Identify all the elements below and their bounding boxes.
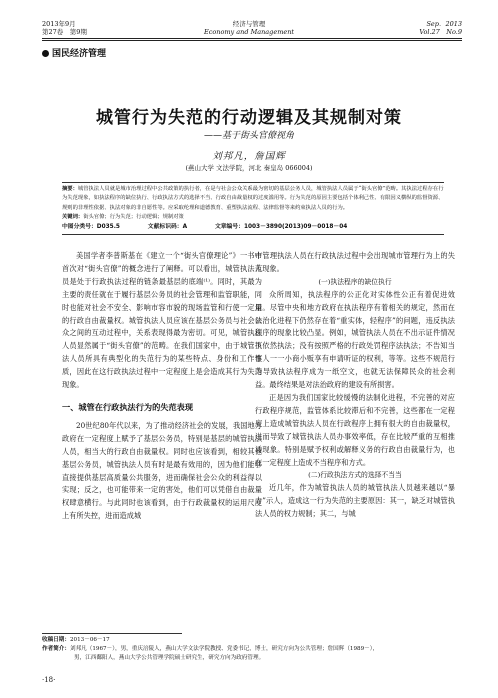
classification-line — [62, 223, 444, 232]
section1-paragraph: 20世纪80年代以来，为了推动经济社会的发展，我国地方政府在一定程度上赋予了基层公务员，特别是基层的城管执法人员，相当大的行政自由裁量权。同时也应该看到，相较其他基层公务员，城管执法人员有时是最有效用的，因为他们能够直接提供基层高质量公共服务，进而确保社会公众的利益得以实现；反之，也可能带来一定的害处，他们可以凭借自由裁量权肆意横行。与此同时也该看到，由于行政裁量权的运用尺度上有所失控，进而造成城 — [62, 420, 262, 521]
subsection-heading-1: (一)执法程序的缺位执行 — [318, 277, 392, 286]
keywords-label: 关键词： — [62, 214, 84, 221]
author-affiliation: (燕山大学 文法学院，河北 秦皇岛 066004) — [185, 164, 313, 172]
author-bio-1: 刘邦凡（1967－），男，重庆涪陵人，燕山大学文法学院教授、党委书记，博士，研究方向为公共管理；詹国辉（1989－）， — [69, 646, 379, 652]
journal-name-cn: 经济与管理 — [232, 20, 266, 28]
volume-issue-en: Vol.27 No.9 — [419, 28, 462, 36]
journal-name — [199, 20, 299, 36]
abstract-label: 摘要： — [62, 186, 78, 192]
footnote-rule — [42, 633, 182, 634]
subsection2-paragraph: 近几年，作为城管执法人员的城管执法人员越来越以“暴力”示人，造成这一行为失范的主要原因：其一，缺乏对城管执法人员的权力规制；其二，与城 — [255, 483, 455, 519]
received-date: 2013－06－17 — [69, 637, 110, 643]
author-bio-2: 男，江西鄱阳人，燕山大学公共管理学院硕士研究生，研究方向为政府管理。 — [74, 655, 265, 661]
article-title: 城管行为失范的行动逻辑及其规制对策 — [96, 108, 402, 128]
abstract-text — [62, 183, 444, 213]
clc-item — [62, 224, 120, 230]
page-number: ·18· — [42, 676, 56, 684]
abstract-bottom-rule — [62, 234, 444, 235]
clc-value: D035.5 — [96, 223, 120, 230]
article-number-value: 1003－3890(2013)09－0018－04 — [243, 223, 348, 230]
doc-code-value: A — [182, 223, 188, 230]
intro-paragraph: 美国学者李普斯基在《建立一个“街头官僚理论”》一书中首次对“街头官僚”的概念进行了阐释。可以看出，城管执法人员是处于行政执法过程的链条最基层的底端⁽¹⁾。同时，其最为主要的责任就在于履行基层公务员的社会管理和监管职能，同时也能对社会不安全、影响市容市貌的现场监管和行使一定量的行政自由裁量权。城管执法人员应该在基层公务员与社会公众之间的互动过程中，关系表现得最为密切。可见，城管执法人员显然属于“街头官僚”的范畴。在我们国家中，由于城管执法人员所具有典型化的失范行为的某些特点、身份和工作性质，因此在这行政执法过程中一定程度上是会造成其行为失范现象。 — [62, 251, 262, 390]
footnote-block — [42, 636, 462, 663]
author-names: 刘邦凡，詹国辉 — [212, 151, 286, 162]
doc-code-item — [148, 224, 187, 230]
volume-issue: 第27卷 第9期 — [42, 28, 87, 36]
subsection1-paragraph-b: 正是因为我们国家比较缓慢的法制化进程，不完善的对应行政程序规范，监管体系比较滞后和不完善，这些都在一定程度上造成城管执法人员在行政程序上拥有很大的自由裁量权，进而导致了城管执法人员办事效率低，存在比较严重的互相推诿现象。特别是赋予权利或解释义务的行政自由裁量行为，也在一定程度上造成不当程序和方式。 — [255, 392, 455, 467]
article-number-label: 文章编号： — [214, 223, 244, 230]
subsection1-paragraph-a: 众所周知，执法程序的公正化对实体性公正有着促进效用。尽管中央和地方政府在执法程序有着相关的规定，然而在法治化进程下仍然存在着“重实体，轻程序”的问题，违反执法程序的现象比较凸显。例如，城管执法人员在不出示证件情况下依然执法；没有按照严格的行政处罚程序法执法；不告知当事人一一小商小贩享有申请听证的权利，等等。这些不规范行为导致执法程序成为一纸空文，也就无法保障民众的社会利益。最终结果是对法治政府的建设有所损害。 — [255, 289, 455, 390]
section-tag-label: 国民经济管理 — [52, 49, 107, 59]
journal-issue-info-en — [362, 20, 462, 36]
subsection-heading-2: (二)行政执法方式的选择不当当 — [308, 471, 402, 480]
body-right-column — [255, 250, 455, 521]
abstract-body: 城管执法人员就是城市治理过程中公共政策的执行者，在是与社会公众关系最为密切的基层公务人员，城管执法人员属于“街头官僚”范畴。其执法过程存在行为失范现象，如执法程序的缺位执行、行政执法方式的选择不当、行政自由裁量权的过度滥用等。行为失范的原因主要包括个体利己性、有限因义横纵的监督资源、规则的非理性依据、执法对象的非自愿性等。应采取纶理和道德教育、重塑执法流程、法律监督等来约束执法人员的行为。 — [62, 186, 444, 211]
author-bio-label: 作者简介： — [42, 646, 70, 652]
issue-date-en: Sep．2013 — [426, 20, 462, 28]
section-heading-1: 一、城管在行政执法行为的失范表现 — [62, 401, 194, 412]
doc-code-label: 文献标识码： — [147, 223, 183, 230]
received-line — [42, 636, 462, 645]
continued-paragraph: 市管理执法人员在行政执法过程中会出现城市管理行为上的失范现象。 — [255, 251, 455, 273]
received-label: 收稿日期： — [42, 637, 70, 643]
section-tag — [42, 46, 106, 59]
keywords-line — [62, 213, 444, 222]
body-left-column — [62, 250, 262, 523]
article-subtitle: ——基于街头官僚视角 — [203, 131, 294, 141]
article-number-item — [215, 224, 347, 230]
keywords-value: 街头官僚；行为失范；行动逻辑；规制对策 — [83, 214, 184, 221]
header-rule-thin — [42, 40, 462, 41]
bullet-icon — [42, 50, 49, 57]
journal-name-en: Economy and Management — [204, 28, 294, 36]
issue-date: 2013年9月 — [42, 20, 76, 28]
abstract-block — [62, 182, 444, 235]
header-rule — [42, 38, 462, 39]
journal-issue-info — [42, 20, 87, 36]
author-bio-line — [42, 645, 462, 654]
clc-label: 中图分类号： — [62, 223, 97, 230]
